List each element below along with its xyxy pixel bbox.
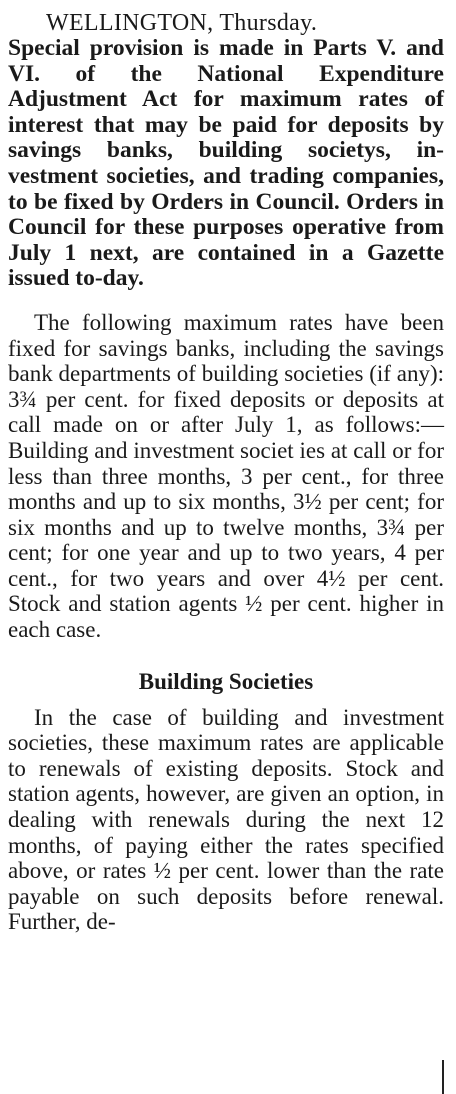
body-paragraph-rates: The following maximum rates have been fixed for savings banks, including the savings bank departments of building societies (if any): 3¾ per cent. for fixed deposits or deposits at call made on or after July 1, as follows:—Building and investment societ ies at call or for less than three months, 3 per cent., for three months and up to six months, 3½ per cent; for six months and up to twelve months, 3¾ per cent; for one year and up to two years, 4 per cent., for two years and over 4½ per cent. Stock and station agents ½ per cent. higher in each case.: [8, 309, 444, 643]
body-paragraph-building-societies: In the case of building and investment societies, these maximum rates are applicable to renewals of existing deposits. Stock and station agents, however, are given an option, in dealing with renewals during the next 12 months, of paying either the rates specified above, or rates ½ per cent. lower than the rate payable on such deposits before renewal. Further, de-: [8, 704, 444, 935]
dateline: WELLINGTON, Thursday.: [46, 10, 318, 36]
subheading: Building Societies: [138, 668, 314, 694]
article-column: [8, 10, 444, 935]
column-rule: [442, 1060, 444, 1094]
lede-paragraph: Special provision is made in Parts V. and VI. of the National Expenditure Adjustment Act for maximum rates of interest that may be paid for deposits by savings banks, building societys, investment societies, and trading companies, to be fixed by Orders in Council. Orders in Council for these purposes operative from July 1 next, are contained in a Gazette issued to-day.: [8, 35, 444, 292]
